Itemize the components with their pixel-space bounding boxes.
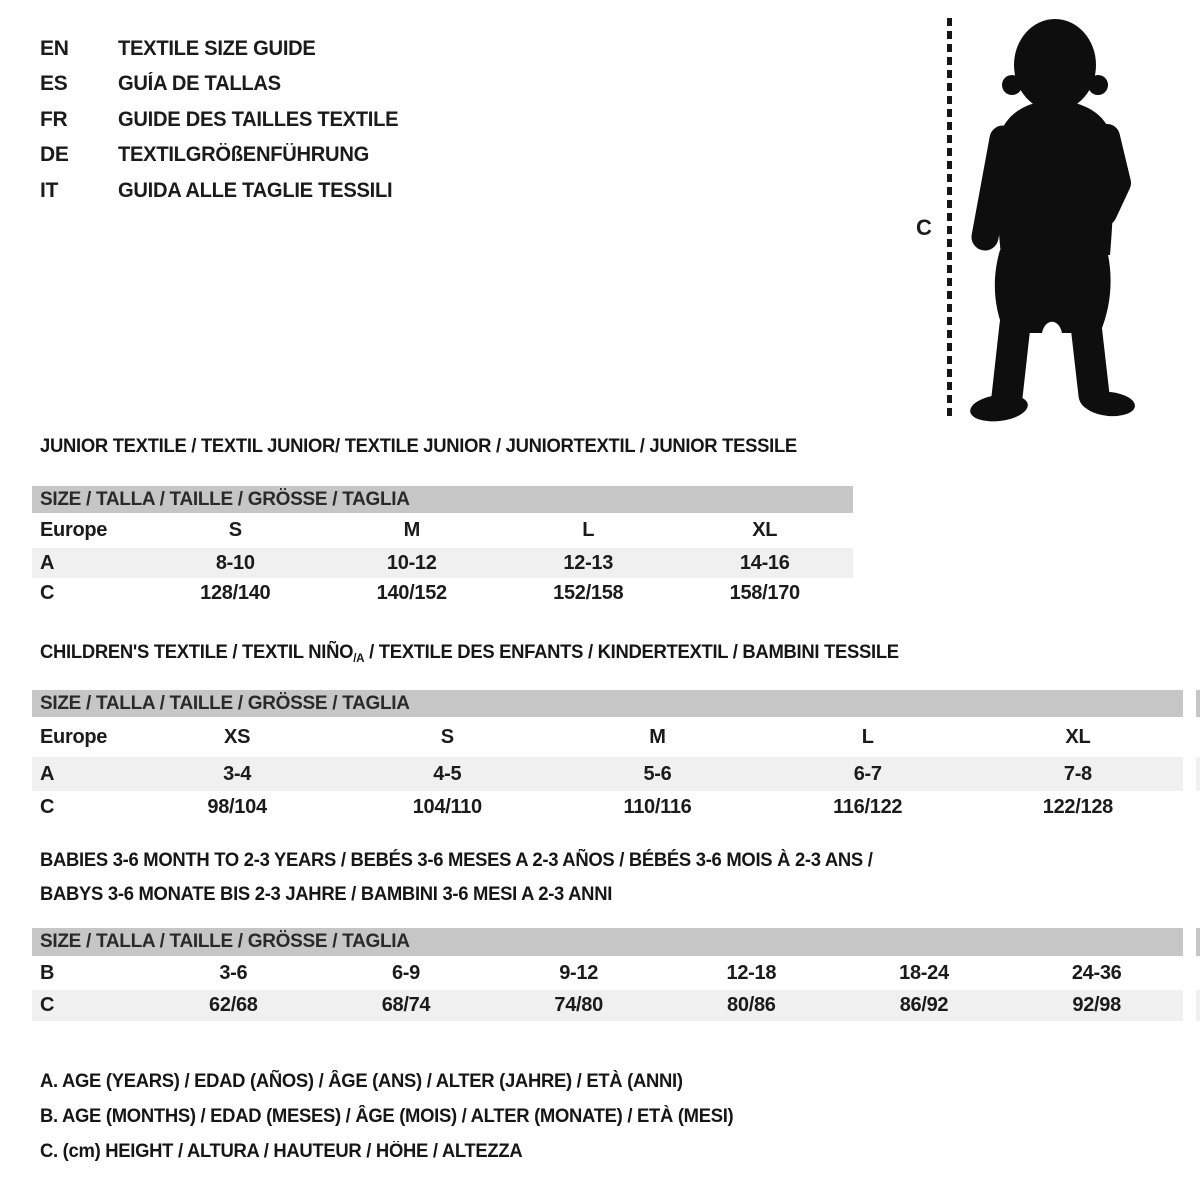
guide-title-en: TEXTILE SIZE GUIDE — [118, 36, 316, 60]
guide-title-it: GUIDA ALLE TAGLIE TESSILI — [118, 178, 393, 202]
language-row-it — [40, 173, 410, 209]
guide-title-es: GUÍA DE TALLAS — [118, 72, 281, 96]
size-cell: 104/110 — [412, 796, 482, 818]
table-header-bar: SIZE / TALLA / TAILLE / GRÖSSE / TAGLIA — [32, 928, 1183, 956]
table-row-height — [32, 578, 853, 608]
babies-size-table — [32, 928, 1183, 1021]
size-cell: 158/170 — [729, 581, 800, 604]
size-cell: 8-10 — [215, 551, 255, 574]
size-cell: XL — [752, 519, 778, 541]
heading-text: / TEXTILE DES ENFANTS / KINDERTEXTIL / BAMBINI TESSILE — [364, 642, 899, 663]
size-cell: 10-12 — [386, 551, 437, 574]
size-cell: 3-4 — [223, 762, 252, 785]
size-cell: 98/104 — [207, 796, 267, 818]
size-cell: 62/68 — [209, 994, 258, 1016]
size-cell: 152/158 — [553, 581, 624, 604]
table-header-bar: SIZE / TALLA / TAILLE / GRÖSSE / TAGLIA — [32, 486, 853, 513]
section-heading-babies-line2: BABYS 3-6 MONATE BIS 2-3 JAHRE / BAMBINI 3-6 MESI A 2-3 ANNI — [40, 884, 613, 905]
table-row-age — [32, 757, 1183, 791]
guide-title-fr: GUIDE DES TAILLES TEXTILE — [118, 107, 399, 131]
table-row-height — [32, 791, 1183, 824]
table-continuation-sliver — [1196, 690, 1200, 717]
row-label: Europe — [40, 519, 108, 541]
junior-size-table — [32, 486, 853, 608]
section-heading-children — [40, 642, 899, 665]
size-cell: 6-7 — [853, 762, 882, 785]
table-continuation-sliver — [1196, 757, 1200, 791]
row-label: C — [40, 581, 55, 604]
size-cell: 74/80 — [554, 994, 603, 1016]
table-row-months — [32, 956, 1183, 990]
size-cell: S — [440, 725, 454, 748]
size-cell: M — [649, 725, 666, 748]
size-cell: 18-24 — [899, 961, 949, 984]
height-measure-dashed-line — [947, 18, 952, 416]
heading-text: CHILDREN'S TEXTILE / TEXTIL NIÑO — [40, 642, 354, 663]
legend-age-months: B. AGE (MONTHS) / EDAD (MESES) / ÂGE (MOIS) / ALTER (MONATE) / ETÀ (MESI) — [40, 1106, 734, 1127]
row-label: Europe — [40, 725, 108, 748]
size-cell: M — [403, 519, 420, 541]
table-row-europe — [32, 717, 1183, 757]
size-cell: 140/152 — [376, 581, 447, 604]
size-cell: L — [582, 519, 595, 541]
table-continuation-sliver — [1196, 928, 1200, 956]
language-title-list — [40, 31, 410, 209]
height-measure-label: C — [916, 215, 932, 240]
table-continuation-sliver — [1196, 990, 1200, 1021]
size-cell: 122/128 — [1042, 796, 1113, 818]
language-row-fr — [40, 102, 410, 138]
size-cell: XL — [1065, 725, 1091, 748]
heading-subscript: /A — [353, 651, 365, 665]
size-cell: 12-18 — [726, 961, 777, 984]
size-cell: 86/92 — [899, 994, 949, 1016]
row-label: C — [40, 796, 55, 818]
table-row-age — [32, 548, 853, 578]
table-row-height — [32, 990, 1183, 1021]
language-code: EN — [40, 36, 69, 60]
size-cell: 116/122 — [833, 796, 903, 818]
row-label: A — [40, 762, 55, 785]
size-cell: 6-9 — [391, 961, 420, 984]
size-cell: 4-5 — [433, 762, 462, 785]
size-cell: 68/74 — [381, 994, 431, 1016]
guide-title-de: TEXTILGRÖßENFÜHRUNG — [118, 143, 370, 167]
section-heading-babies-line1: BABIES 3-6 MONTH TO 2-3 YEARS / BEBÉS 3-6 MESES A 2-3 AÑOS / BÉBÉS 3-6 MOIS À 2-3 ANS / — [40, 850, 873, 871]
language-code: FR — [40, 107, 68, 131]
table-header-bar: SIZE / TALLA / TAILLE / GRÖSSE / TAGLIA — [32, 690, 1183, 717]
children-size-table — [32, 690, 1183, 824]
language-code: IT — [40, 178, 59, 202]
language-row-en — [40, 31, 410, 67]
row-label: A — [40, 551, 55, 574]
size-cell: S — [228, 519, 242, 541]
size-cell: XS — [224, 725, 251, 748]
size-cell: 80/86 — [727, 994, 776, 1016]
size-cell: 5-6 — [643, 762, 672, 785]
table-row-europe — [32, 513, 853, 548]
language-code: DE — [40, 143, 69, 167]
language-row-es — [40, 67, 410, 103]
section-heading-junior: JUNIOR TEXTILE / TEXTIL JUNIOR/ TEXTILE JUNIOR / JUNIORTEXTIL / JUNIOR TESSILE — [40, 436, 797, 457]
size-cell: 3-6 — [219, 961, 248, 984]
language-code: ES — [40, 72, 68, 96]
toddler-silhouette — [963, 15, 1138, 425]
size-cell: L — [861, 725, 874, 748]
size-cell: 92/98 — [1072, 994, 1121, 1016]
size-cell: 9-12 — [559, 961, 599, 984]
language-row-de — [40, 138, 410, 174]
size-cell: 24-36 — [1071, 961, 1122, 984]
legend-age-years: A. AGE (YEARS) / EDAD (AÑOS) / ÂGE (ANS) / ALTER (JAHRE) / ETÀ (ANNI) — [40, 1071, 683, 1092]
row-label: B — [40, 961, 55, 984]
size-cell: 128/140 — [200, 581, 271, 604]
size-cell: 7-8 — [1063, 762, 1092, 785]
size-cell: 14-16 — [739, 551, 790, 574]
row-label: C — [40, 994, 55, 1016]
size-cell: 110/116 — [623, 796, 692, 818]
size-cell: 12-13 — [563, 551, 614, 574]
legend-height-cm: C. (cm) HEIGHT / ALTURA / HAUTEUR / HÖHE / ALTEZZA — [40, 1141, 523, 1162]
